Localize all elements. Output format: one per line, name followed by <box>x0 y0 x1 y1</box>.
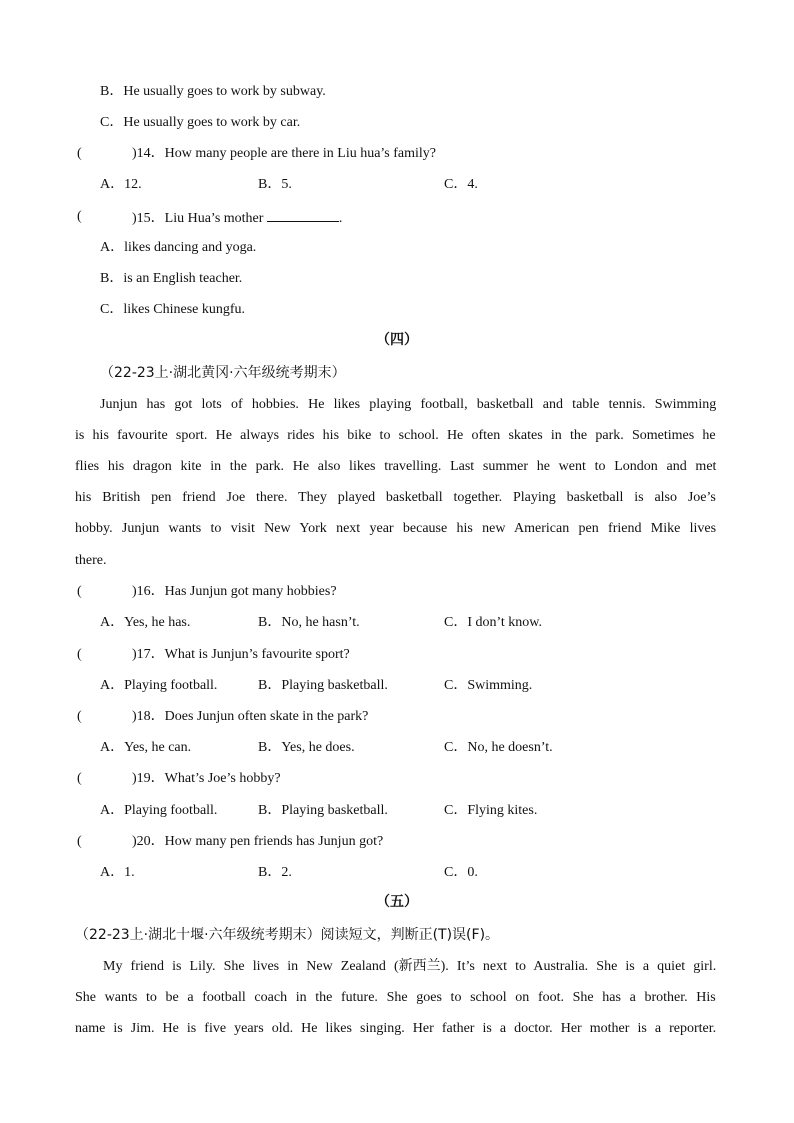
q18-answer-paren: ( <box>77 709 82 724</box>
passage-4-line-5: hobby. Junjun wants to visit New York next year because his new American pen friend Mike lives <box>75 521 717 536</box>
q16-answer-paren: ( <box>77 584 82 599</box>
q14-answer-paren: ( <box>77 146 82 161</box>
q15-question-end: . <box>338 211 343 226</box>
q14-option-c: C．4. <box>444 177 478 192</box>
passage-5-line-1: My friend is Lily. She lives in New Zealand (新西兰). It’s next to Australia. She is a quiet girl. <box>103 959 717 974</box>
q17-answer-paren: ( <box>77 647 82 662</box>
q19-question: )19．What’s Joe’s hobby? <box>132 771 281 786</box>
q15-question <box>132 208 342 228</box>
q15-option-a: A．likes dancing and yoga. <box>100 240 257 255</box>
section-5-source: （22-23上·湖北十堰·六年级统考期末）阅读短文，判断正(T)误(F)。 <box>75 927 500 943</box>
q15-option-b: B．is an English teacher. <box>100 271 243 286</box>
q16-option-b: B．No, he hasn’t. <box>258 615 360 630</box>
section-4-title: （四） <box>376 332 418 348</box>
q19-option-c: C．Flying kites. <box>444 803 538 818</box>
q16-option-a: A．Yes, he has. <box>100 615 191 630</box>
q14-option-b: B．5. <box>258 177 292 192</box>
q18-question: )18．Does Junjun often skate in the park? <box>132 709 369 724</box>
q17-option-b: B．Playing basketball. <box>258 678 388 693</box>
q18-option-a: A．Yes, he can. <box>100 740 192 755</box>
q17-option-a: A．Playing football. <box>100 678 218 693</box>
q16-option-c: C．I don’t know. <box>444 615 542 630</box>
q13-option-b: B．He usually goes to work by subway. <box>100 84 326 99</box>
q18-option-b: B．Yes, he does. <box>258 740 355 755</box>
q20-option-a: A．1. <box>100 865 135 880</box>
passage-5-line-3: name is Jim. He is five years old. He likes singing. Her father is a doctor. Her mother is a reporter. <box>75 1021 717 1036</box>
q15-question-text: )15．Liu Hua’s mother <box>132 211 264 226</box>
passage-5-line-2: She wants to be a football coach in the future. She goes to school on foot. She has a brother. His <box>75 990 716 1005</box>
q17-option-c: C．Swimming. <box>444 678 533 693</box>
q19-answer-paren: ( <box>77 771 82 786</box>
q13-option-c: C．He usually goes to work by car. <box>100 115 301 130</box>
q20-option-b: B．2. <box>258 865 292 880</box>
section-5-title: （五） <box>376 894 418 910</box>
passage-4-line-1: Junjun has got lots of hobbies. He likes playing football, basketball and table tennis. Swimming <box>100 397 717 412</box>
q20-answer-paren: ( <box>77 834 82 849</box>
q16-question: )16．Has Junjun got many hobbies? <box>132 584 337 599</box>
q14-question: )14．How many people are there in Liu hua’s family? <box>132 146 437 161</box>
passage-4-line-4: his British pen friend Joe there. They played basketball together. Playing basketball is also Joe’s <box>75 490 716 505</box>
q19-option-b: B．Playing basketball. <box>258 803 388 818</box>
q15-answer-paren: ( <box>77 209 82 224</box>
passage-4-line-3: flies his dragon kite in the park. He also likes travelling. Last summer he went to London and met <box>75 459 717 474</box>
q15-option-c: C．likes Chinese kungfu. <box>100 302 246 317</box>
q20-question: )20．How many pen friends has Junjun got? <box>132 834 384 849</box>
q20-option-c: C．0. <box>444 865 478 880</box>
q14-option-a: A．12. <box>100 177 142 192</box>
q15-fill-blank[interactable] <box>267 208 339 222</box>
q17-question: )17．What is Junjun’s favourite sport? <box>132 647 350 662</box>
passage-4-line-2: is his favourite sport. He always rides his bike to school. He often skates in the park. Sometimes he <box>75 428 716 443</box>
q18-option-c: C．No, he doesn’t. <box>444 740 553 755</box>
q19-option-a: A．Playing football. <box>100 803 218 818</box>
section-4-source: （22-23上·湖北黄冈·六年级统考期末） <box>100 365 346 381</box>
passage-4-line-6: there. <box>75 553 107 568</box>
